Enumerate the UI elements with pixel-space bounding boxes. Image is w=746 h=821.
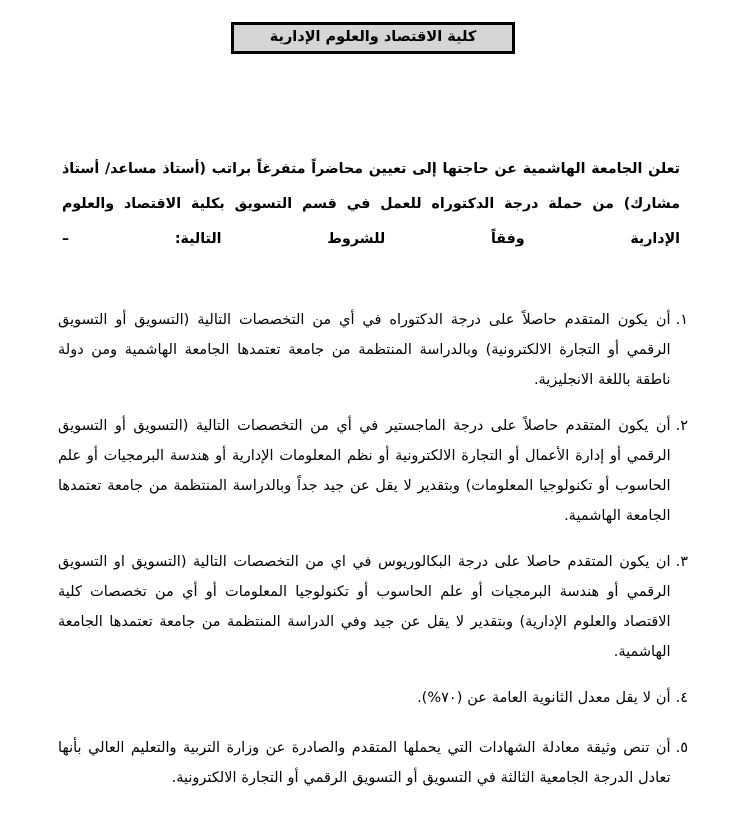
- condition-marker: ٥.: [675, 740, 688, 756]
- condition-item: [58, 305, 688, 395]
- condition-item: [58, 683, 688, 713]
- condition-text: أن يكون المتقدم حاصلاً على درجة الماجستير في أي من التخصصات التالية (التسويق أو التسويق الرقمي أو إدارة الأعمال أو التجارة الالكترونية أو نظم المعلومات الإدارية أو هندسة البرمجيات أو علم الحاسوب أو تكنولوجيا المعلومات) وبتقدير لا يقل عن جيد جداً وبالدراسة المنتظمة من جامعة تعتمدها الجامعة الهاشمية.: [58, 418, 671, 524]
- faculty-title-box: [231, 22, 515, 54]
- condition-text: أن تنص وثيقة معادلة الشهادات التي يحملها المتقدم والصادرة عن وزارة التربية والتعليم العالي بأنها تعادل الدرجة الجامعية الثالثة في التسويق أو التسويق الرقمي أو التجارة الالكترونية.: [58, 740, 671, 786]
- condition-text: أن لا يقل معدل الثانوية العامة عن (٧٠%).: [417, 690, 671, 706]
- header-banner: [0, 22, 746, 54]
- condition-marker: ١.: [675, 312, 688, 328]
- condition-item: [58, 547, 688, 667]
- document-body: [58, 152, 688, 793]
- condition-marker: ٣.: [675, 554, 688, 570]
- conditions-list: [58, 305, 688, 793]
- condition-item: [58, 733, 688, 793]
- condition-marker: ٢.: [675, 418, 688, 434]
- condition-item: [58, 411, 688, 531]
- condition-marker: ٤.: [675, 690, 688, 706]
- faculty-title: كلية الاقتصاد والعلوم الإدارية: [269, 29, 477, 45]
- condition-text: ان يكون المتقدم حاصلا على درجة البكالوريوس في اي من التخصصات التالية (التسويق او التسويق الرقمي أو هندسة البرمجيات أو علم الحاسوب أو تكنولوجيا المعلومات أو أي من تخصصات كلية الاقتصاد والعلوم الإدارية) وبتقدير لا يقل عن جيد وفي الدراسة المنتظمة من جامعة تعتمدها الجامعة الهاشمية.: [58, 554, 671, 660]
- condition-text: أن يكون المتقدم حاصلاً على درجة الدكتوراه في أي من التخصصات التالية (التسويق أو التسويق الرقمي أو التجارة الالكترونية) وبالدراسة المنتظمة من جامعة تعتمدها الجامعة الهاشمية ومن دولة ناطقة باللغة الانجليزية.: [58, 312, 671, 388]
- announcement-intro-paragraph: تعلن الجامعة الهاشمية عن حاجتها إلى تعيين محاضراً متفرغاً براتب (أستاذ مساعد/ أستاذ مشارك) من حملة درجة الدكتوراه للعمل في قسم التسويق بكلية الاقتصاد والعلوم الإدارية وفقاً للشروط التالية: –: [62, 161, 680, 247]
